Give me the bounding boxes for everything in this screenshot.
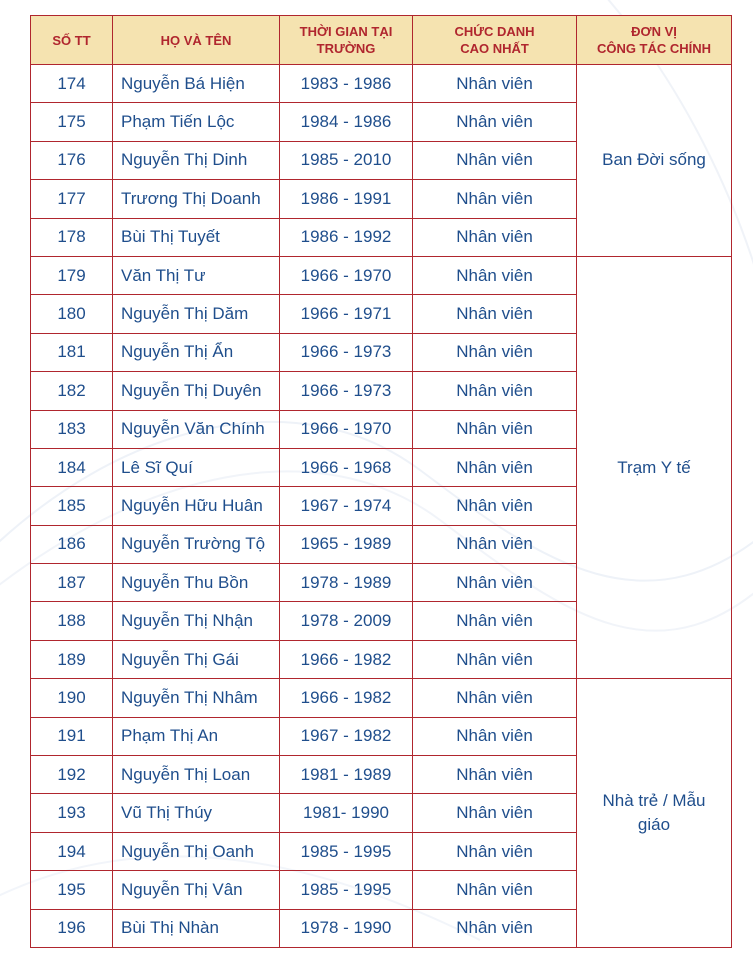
cell-stt: 183	[31, 410, 113, 448]
cell-time: 1983 - 1986	[280, 65, 413, 103]
cell-name: Nguyễn Thị Nhâm	[113, 679, 280, 717]
cell-name: Nguyễn Thu Bồn	[113, 564, 280, 602]
cell-name: Lê Sĩ Quí	[113, 448, 280, 486]
cell-time: 1966 - 1982	[280, 640, 413, 678]
cell-title: Nhân viên	[413, 333, 577, 371]
cell-name: Nguyễn Văn Chính	[113, 410, 280, 448]
cell-stt: 193	[31, 794, 113, 832]
cell-stt: 195	[31, 871, 113, 909]
header-unit-line-1: ĐƠN VỊ	[631, 24, 677, 39]
cell-name: Bùi Thị Tuyết	[113, 218, 280, 256]
header-time-line-2: TRƯỜNG	[316, 41, 376, 56]
cell-stt: 179	[31, 256, 113, 294]
cell-stt: 175	[31, 103, 113, 141]
header-title-line-1: CHỨC DANH	[454, 24, 535, 39]
cell-time: 1986 - 1992	[280, 218, 413, 256]
header-unit-line-2: CÔNG TÁC CHÍNH	[596, 41, 712, 56]
cell-name: Phạm Thị An	[113, 717, 280, 755]
cell-time: 1986 - 1991	[280, 180, 413, 218]
cell-name: Nguyễn Thị Ẩn	[113, 333, 280, 371]
header-name-text: HỌ VÀ TÊN	[160, 32, 232, 48]
cell-name: Văn Thị Tư	[113, 256, 280, 294]
cell-name: Nguyễn Bá Hiện	[113, 65, 280, 103]
cell-name: Nguyễn Trường Tộ	[113, 525, 280, 563]
cell-time: 1967 - 1982	[280, 717, 413, 755]
cell-title: Nhân viên	[413, 794, 577, 832]
cell-title: Nhân viên	[413, 410, 577, 448]
cell-title: Nhân viên	[413, 295, 577, 333]
cell-name: Nguyễn Thị Loan	[113, 756, 280, 794]
cell-time: 1965 - 1989	[280, 525, 413, 563]
cell-time: 1985 - 2010	[280, 141, 413, 179]
cell-unit: Ban Đời sống	[577, 65, 732, 257]
cell-stt: 181	[31, 333, 113, 371]
cell-name: Trương Thị Doanh	[113, 180, 280, 218]
cell-stt: 178	[31, 218, 113, 256]
cell-time: 1978 - 1989	[280, 564, 413, 602]
cell-name: Bùi Thị Nhàn	[113, 909, 280, 947]
cell-title: Nhân viên	[413, 832, 577, 870]
cell-stt: 189	[31, 640, 113, 678]
cell-stt: 174	[31, 65, 113, 103]
cell-title: Nhân viên	[413, 218, 577, 256]
cell-title: Nhân viên	[413, 256, 577, 294]
cell-time: 1984 - 1986	[280, 103, 413, 141]
cell-time: 1966 - 1970	[280, 256, 413, 294]
cell-name: Nguyễn Thị Vân	[113, 871, 280, 909]
cell-name: Nguyễn Thị Dinh	[113, 141, 280, 179]
table-row	[31, 65, 732, 103]
cell-time: 1978 - 1990	[280, 909, 413, 947]
cell-time: 1966 - 1968	[280, 448, 413, 486]
header-title	[413, 16, 577, 65]
cell-title: Nhân viên	[413, 602, 577, 640]
cell-name: Nguyễn Thị Oanh	[113, 832, 280, 870]
header-stt-text: SỐ TT	[52, 32, 91, 48]
cell-unit: Nhà trẻ / Mẫu giáo	[577, 679, 732, 948]
cell-time: 1966 - 1982	[280, 679, 413, 717]
cell-stt: 182	[31, 372, 113, 410]
header-title-line-2: CAO NHẤT	[460, 41, 529, 56]
cell-stt: 180	[31, 295, 113, 333]
cell-stt: 186	[31, 525, 113, 563]
cell-title: Nhân viên	[413, 103, 577, 141]
cell-title: Nhân viên	[413, 909, 577, 947]
header-name	[113, 16, 280, 65]
cell-stt: 192	[31, 756, 113, 794]
cell-time: 1981 - 1989	[280, 756, 413, 794]
cell-stt: 196	[31, 909, 113, 947]
cell-stt: 176	[31, 141, 113, 179]
cell-title: Nhân viên	[413, 180, 577, 218]
table-header-row	[31, 16, 732, 65]
cell-title: Nhân viên	[413, 871, 577, 909]
cell-time: 1966 - 1971	[280, 295, 413, 333]
cell-title: Nhân viên	[413, 448, 577, 486]
cell-time: 1985 - 1995	[280, 871, 413, 909]
cell-name: Nguyễn Thị Nhận	[113, 602, 280, 640]
cell-name: Nguyễn Thị Gái	[113, 640, 280, 678]
cell-time: 1966 - 1973	[280, 372, 413, 410]
cell-title: Nhân viên	[413, 525, 577, 563]
header-stt	[31, 16, 113, 65]
cell-time: 1981- 1990	[280, 794, 413, 832]
cell-title: Nhân viên	[413, 717, 577, 755]
cell-title: Nhân viên	[413, 487, 577, 525]
cell-unit: Trạm Y tế	[577, 256, 732, 678]
cell-stt: 194	[31, 832, 113, 870]
cell-title: Nhân viên	[413, 372, 577, 410]
cell-title: Nhân viên	[413, 756, 577, 794]
table-body	[31, 65, 732, 948]
cell-time: 1985 - 1995	[280, 832, 413, 870]
header-time-line-1: THỜI GIAN TẠI	[299, 24, 393, 39]
cell-name: Vũ Thị Thúy	[113, 794, 280, 832]
cell-title: Nhân viên	[413, 640, 577, 678]
cell-name: Nguyễn Thị Duyên	[113, 372, 280, 410]
cell-stt: 184	[31, 448, 113, 486]
cell-stt: 177	[31, 180, 113, 218]
cell-stt: 191	[31, 717, 113, 755]
table-row	[31, 679, 732, 717]
cell-stt: 188	[31, 602, 113, 640]
cell-time: 1967 - 1974	[280, 487, 413, 525]
cell-stt: 190	[31, 679, 113, 717]
cell-name: Nguyễn Hữu Huân	[113, 487, 280, 525]
cell-stt: 185	[31, 487, 113, 525]
cell-title: Nhân viên	[413, 65, 577, 103]
cell-name: Nguyễn Thị Dăm	[113, 295, 280, 333]
header-time	[280, 16, 413, 65]
cell-title: Nhân viên	[413, 564, 577, 602]
cell-time: 1966 - 1973	[280, 333, 413, 371]
cell-stt: 187	[31, 564, 113, 602]
cell-time: 1966 - 1970	[280, 410, 413, 448]
cell-name: Phạm Tiến Lộc	[113, 103, 280, 141]
cell-time: 1978 - 2009	[280, 602, 413, 640]
cell-title: Nhân viên	[413, 679, 577, 717]
cell-title: Nhân viên	[413, 141, 577, 179]
table-row	[31, 256, 732, 294]
staff-table	[30, 15, 732, 948]
header-unit	[577, 16, 732, 65]
